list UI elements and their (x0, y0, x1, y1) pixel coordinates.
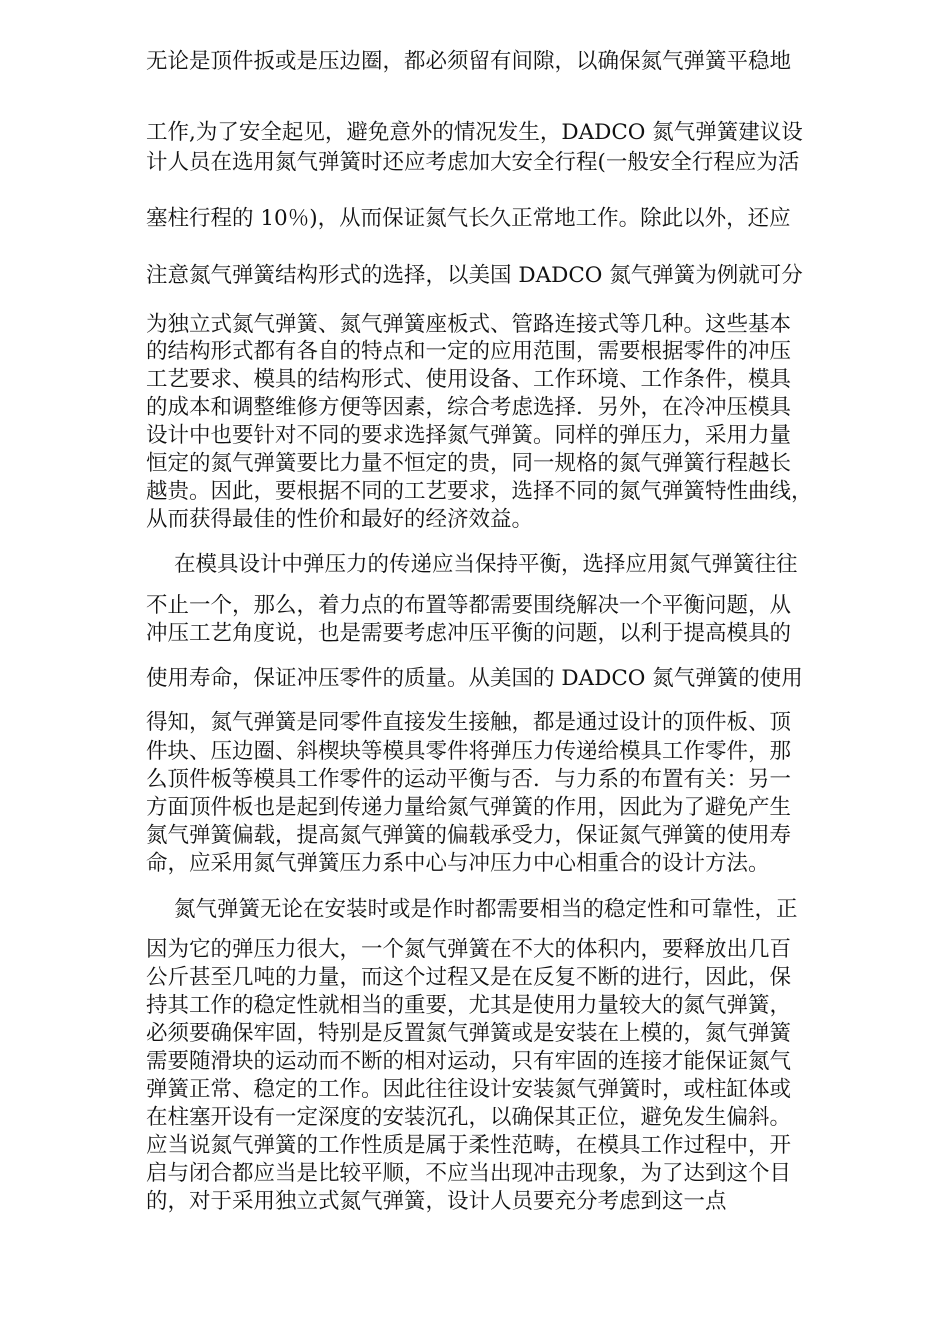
text-line: 不止一个，那么，着力点的布置等都需要围绕解决一个平衡问题，从 (146, 593, 792, 618)
text-line: 需要随滑块的运动而不断的相对运动，只有牢固的连接才能保证氮气 (146, 1049, 792, 1074)
text-line: 必须要确保牢固，特别是反置氮气弹簧或是安装在上模的，氮气弹簧 (146, 1021, 792, 1046)
text-line: 得知，氮气弹簧是同零件直接发生接触，都是通过设计的顶件板、顶 (146, 710, 792, 735)
text-line: 的结构形式都有各自的特点和一定的应用范围，需要根据零件的冲压 (146, 339, 792, 364)
text-line: 命，应采用氮气弹簧压力系中心与冲压力中心相重合的设计方法。 (146, 851, 770, 876)
text-line: 件块、压边圈、斜楔块等模具零件将弹压力传递给模具工作零件，那 (146, 739, 792, 764)
text-line: 注意氮气弹簧结构形式的选择，以美国 DADCO 氮气弹簧为例就可分 (146, 263, 803, 288)
text-line: 工艺要求、模具的结构形式、使用设备、工作环境、工作条件，模具 (146, 367, 792, 392)
text-line: 为独立式氮气弹簧、氮气弹簧座板式、管路连接式等几种。这些基本 (146, 312, 792, 337)
text-line: 的成本和调整维修方便等因素，综合考虑选择．另外，在冷冲压模具 (146, 395, 792, 420)
text-line: 公斤甚至几吨的力量，而这个过程又是在反复不断的进行，因此，保 (146, 965, 792, 990)
text-line: 因为它的弹压力很大，一个氮气弹簧在不大的体积内，要释放出几百 (146, 937, 792, 962)
text-line: 从而获得最佳的性价和最好的经济效益。 (146, 507, 534, 532)
text-line: 在模具设计中弹压力的传递应当保持平衡，选择应用氮气弹簧往往 (174, 552, 798, 577)
text-line: 持其工作的稳定性就相当的重要，尤其是使用力量较大的氮气弹簧， (146, 993, 792, 1018)
text-line: 应当说氮气弹簧的工作性质是属于柔性范畴，在模具工作过程中，开 (146, 1133, 792, 1158)
text-line: 的，对于采用独立式氮气弹簧，设计人员要充分考虑到这一点 (146, 1189, 727, 1214)
text-line: 设计中也要针对不同的要求选择氮气弹簧。同样的弹压力，采用力量 (146, 423, 792, 448)
text-line: 冲压工艺角度说，也是需要考虑冲压平衡的问题，以利于提高模具的 (146, 621, 792, 646)
text-line: 启与闭合都应当是比较平顺，不应当出现冲击现象，为了达到这个目 (146, 1161, 792, 1186)
text-line: 使用寿命，保证冲压零件的质量。从美国的 DADCO 氮气弹簧的使用 (146, 666, 803, 691)
text-line: 无论是顶件扳或是压边圈，都必须留有间隙，以确保氮气弹簧平稳地 (146, 49, 792, 74)
text-line: 么顶件板等模具工作零件的运动平衡与否．与力系的布置有关：另一 (146, 767, 792, 792)
text-line: 在柱塞开设有一定深度的安装沉孔，以确保其正位，避免发生偏斜。 (146, 1105, 792, 1130)
text-line: 计人员在选用氮气弹簧时还应考虑加大安全行程(一般安全行程应为活 (146, 150, 800, 175)
text-line: 塞柱行程的 10％)，从而保证氮气长久正常地工作。除此以外，还应 (146, 206, 791, 231)
text-line: 弹簧正常、稳定的工作。因此往往设计安装氮气弹簧时，或柱缸体或 (146, 1077, 792, 1102)
text-line: 恒定的氮气弹簧要比力量不恒定的贵，同一规格的氮气弹簧行程越长 (146, 451, 792, 476)
text-line: 氮气弹簧偏载，提高氮气弹簧的偏载承受力，保证氮气弹簧的使用寿 (146, 823, 792, 848)
text-line: 氮气弹簧无论在安装时或是作时都需要相当的稳定性和可靠性，正 (174, 897, 798, 922)
text-line: 方面顶件板也是起到传递力量给氮气弹簧的作用，因此为了避免产生 (146, 795, 792, 820)
text-line: 越贵。因此，要根据不同的工艺要求，选择不同的氮气弹簧特性曲线， (146, 479, 813, 504)
text-line: 工作,为了安全起见，避免意外的情况发生，DADCO 氮气弹簧建议设 (146, 120, 803, 145)
